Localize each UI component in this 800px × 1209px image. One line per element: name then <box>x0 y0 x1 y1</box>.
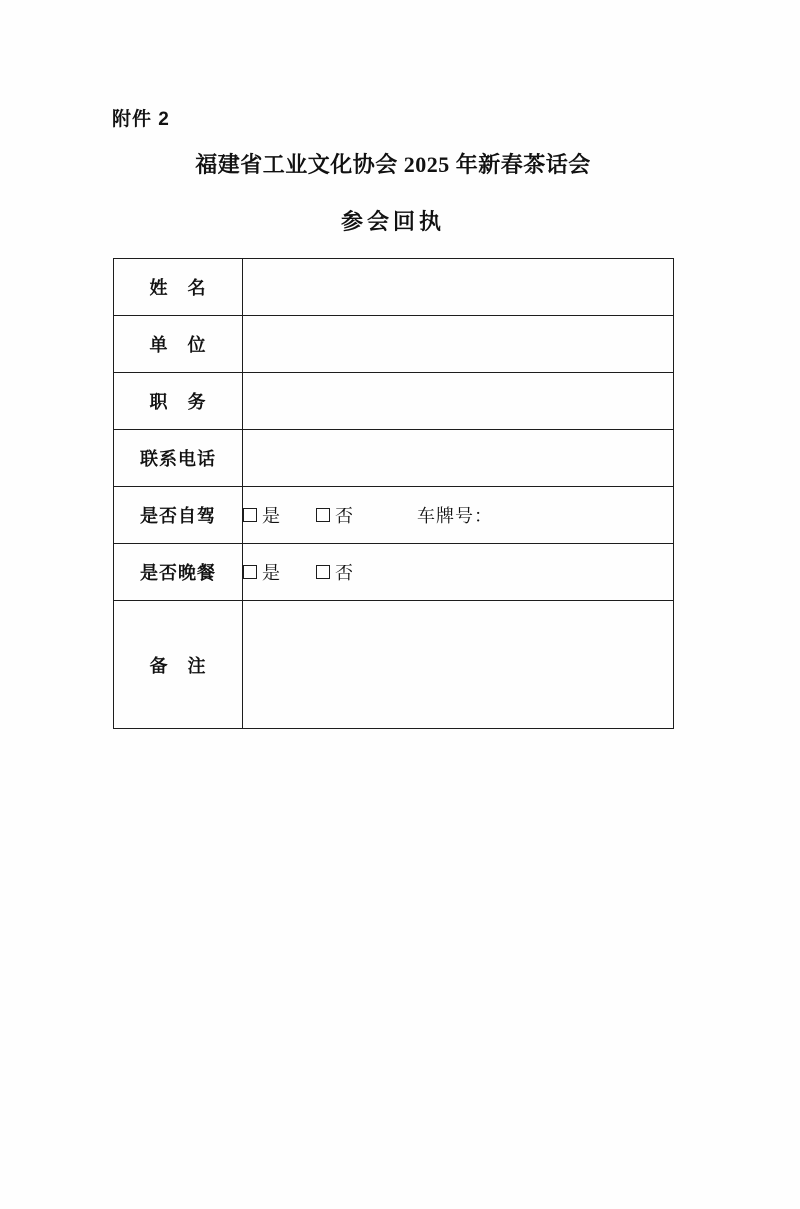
row-label-dinner: 是否晚餐 <box>114 544 243 601</box>
checkbox-icon[interactable] <box>316 508 330 522</box>
dinner-option-no[interactable] <box>316 559 353 585</box>
self-drive-option-no-label: 否 <box>335 506 353 526</box>
table-row <box>114 601 674 729</box>
table-row <box>114 259 674 316</box>
row-value-unit[interactable] <box>243 316 674 373</box>
row-label-unit: 单 位 <box>114 316 243 373</box>
row-label-name: 姓 名 <box>114 259 243 316</box>
row-value-name[interactable] <box>243 259 674 316</box>
self-drive-option-yes-label: 是 <box>262 506 280 526</box>
table-row <box>114 430 674 487</box>
row-value-position[interactable] <box>243 373 674 430</box>
table-row <box>114 373 674 430</box>
self-drive-option-yes[interactable] <box>243 502 280 528</box>
page-title-primary: 福建省工业文化协会 2025 年新春茶话会 <box>195 152 591 177</box>
dinner-option-yes-label: 是 <box>262 563 280 583</box>
registration-receipt-table <box>113 258 674 729</box>
document-title-block <box>112 148 674 236</box>
row-label-remarks: 备 注 <box>114 601 243 729</box>
page-title-secondary: 参会回执 <box>340 209 445 234</box>
row-value-self-drive <box>243 487 674 544</box>
table-row <box>114 544 674 601</box>
row-label-self-drive: 是否自驾 <box>114 487 243 544</box>
row-value-remarks[interactable] <box>243 601 674 729</box>
checkbox-icon[interactable] <box>316 565 330 579</box>
row-value-phone[interactable] <box>243 430 674 487</box>
row-label-phone: 联系电话 <box>114 430 243 487</box>
dinner-option-group <box>243 559 673 585</box>
table-row <box>114 487 674 544</box>
row-value-dinner <box>243 544 674 601</box>
checkbox-icon[interactable] <box>243 565 257 579</box>
checkbox-icon[interactable] <box>243 508 257 522</box>
row-label-position: 职 务 <box>114 373 243 430</box>
dinner-option-yes[interactable] <box>243 559 280 585</box>
plate-number-label: 车牌号： <box>417 506 493 526</box>
attachment-label: 附件 2 <box>112 109 170 130</box>
dinner-option-no-label: 否 <box>335 563 353 583</box>
table-row <box>114 316 674 373</box>
self-drive-option-no[interactable] <box>316 502 353 528</box>
self-drive-option-group <box>243 502 673 528</box>
